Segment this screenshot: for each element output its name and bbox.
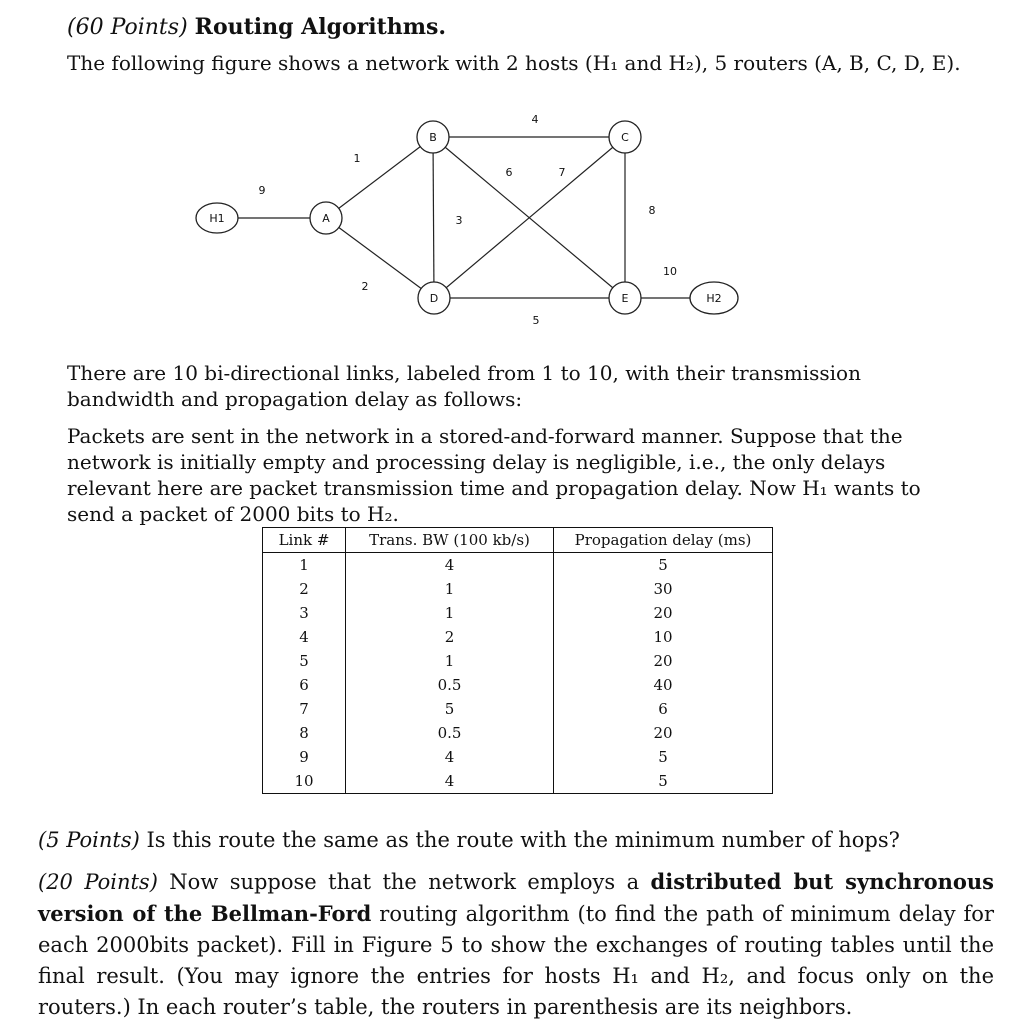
cell-delay: 5 (554, 769, 773, 794)
link-delay-table (262, 527, 773, 794)
node-h1-label: H1 (209, 212, 225, 225)
link-4-label: 4 (531, 113, 539, 126)
cell-link: 9 (263, 745, 346, 769)
question-2-bold: distributed but synchronous version of the Bellman-Ford (38, 869, 994, 926)
cell-delay: 6 (554, 697, 773, 721)
table-row (263, 673, 773, 697)
cell-link: 5 (263, 649, 346, 673)
table-row (263, 649, 773, 673)
links-description: There are 10 bi-directional links, labeled from 1 to 10, with their transmission bandwidth and propagation delay as follows: (67, 361, 861, 411)
cell-delay: 30 (554, 577, 773, 601)
intro-paragraph: The following figure shows a network with 2 hosts (H₁ and H₂), 5 routers (A, B, C, D, E). (67, 51, 961, 75)
question-2-text-b: routing algorithm (to find the path of minimum delay for each 2000bits packet). Fill in Figure 5 to show the exchanges of routing tables until the final result. (You may ignore the entries for hosts H₁ and H₂, and focus only on the routers.) In each router’s table, the routers in parenthesis are its neighbors. (38, 902, 994, 1019)
cell-link: 8 (263, 721, 346, 745)
node-a-label: A (322, 212, 330, 225)
node-d-label: D (429, 292, 439, 305)
cell-bandwidth: 4 (346, 553, 554, 578)
link-10-label: 10 (663, 265, 677, 278)
header-delay: Propagation delay (ms) (554, 528, 773, 553)
question-1-points: (5 Points) (38, 828, 140, 852)
table-row (263, 769, 773, 794)
link-6-label: 6 (505, 166, 513, 179)
table-row (263, 625, 773, 649)
node-h2-label: H2 (706, 292, 722, 305)
table-header-row (263, 528, 773, 553)
cell-bandwidth: 2 (346, 625, 554, 649)
cell-bandwidth: 5 (346, 697, 554, 721)
cell-link: 2 (263, 577, 346, 601)
table-row (263, 577, 773, 601)
cell-bandwidth: 4 (346, 745, 554, 769)
question-2-points: (20 Points) (38, 870, 158, 894)
cell-delay: 40 (554, 673, 773, 697)
link-9-label: 9 (258, 184, 266, 197)
node-c-label: C (621, 131, 629, 144)
link-1-line (326, 137, 433, 218)
problem-heading (67, 14, 446, 40)
link-3-line (433, 137, 434, 298)
link-1-label: 1 (353, 152, 361, 165)
question-2-text-a: Now suppose that the network employs a (169, 870, 640, 894)
link-7-label: 7 (558, 166, 566, 179)
table-row (263, 697, 773, 721)
table-row (263, 601, 773, 625)
question-1 (38, 825, 998, 856)
table-row (263, 745, 773, 769)
cell-delay: 10 (554, 625, 773, 649)
cell-bandwidth: 1 (346, 601, 554, 625)
link-2-line (326, 218, 434, 298)
node-e-label: E (621, 292, 629, 305)
heading-title: Routing Algorithms. (194, 14, 447, 40)
cell-bandwidth: 1 (346, 577, 554, 601)
link-8-label: 8 (648, 204, 656, 217)
cell-link: 1 (263, 553, 346, 578)
cell-bandwidth: 0.5 (346, 721, 554, 745)
cell-delay: 5 (554, 553, 773, 578)
table-row (263, 553, 773, 578)
link-5-label: 5 (532, 314, 540, 327)
question-2 (38, 866, 994, 1023)
heading-points: (60 Points) (67, 15, 188, 40)
table-row (263, 721, 773, 745)
link-2-label: 2 (361, 280, 369, 293)
cell-link: 10 (263, 769, 346, 794)
header-link: Link # (263, 528, 346, 553)
link-3-label: 3 (455, 214, 463, 227)
header-bandwidth: Trans. BW (100 kb/s) (346, 528, 554, 553)
network-figure (190, 100, 750, 340)
cell-delay: 20 (554, 601, 773, 625)
cell-link: 4 (263, 625, 346, 649)
cell-bandwidth: 0.5 (346, 673, 554, 697)
question-1-text: Is this route the same as the route with the minimum number of hops? (146, 828, 900, 852)
cell-delay: 5 (554, 745, 773, 769)
node-b-label: B (429, 131, 437, 144)
cell-link: 7 (263, 697, 346, 721)
cell-link: 3 (263, 601, 346, 625)
cell-delay: 20 (554, 721, 773, 745)
cell-bandwidth: 4 (346, 769, 554, 794)
packet-description: Packets are sent in the network in a stored-and-forward manner. Suppose that the network is initially empty and processing delay is negligible, i.e., the only delays relevant here are packet transmission time and propagation delay. Now H₁ wants to send a packet of 2000 bits to H₂. (67, 424, 921, 526)
cell-link: 6 (263, 673, 346, 697)
cell-bandwidth: 1 (346, 649, 554, 673)
cell-delay: 20 (554, 649, 773, 673)
